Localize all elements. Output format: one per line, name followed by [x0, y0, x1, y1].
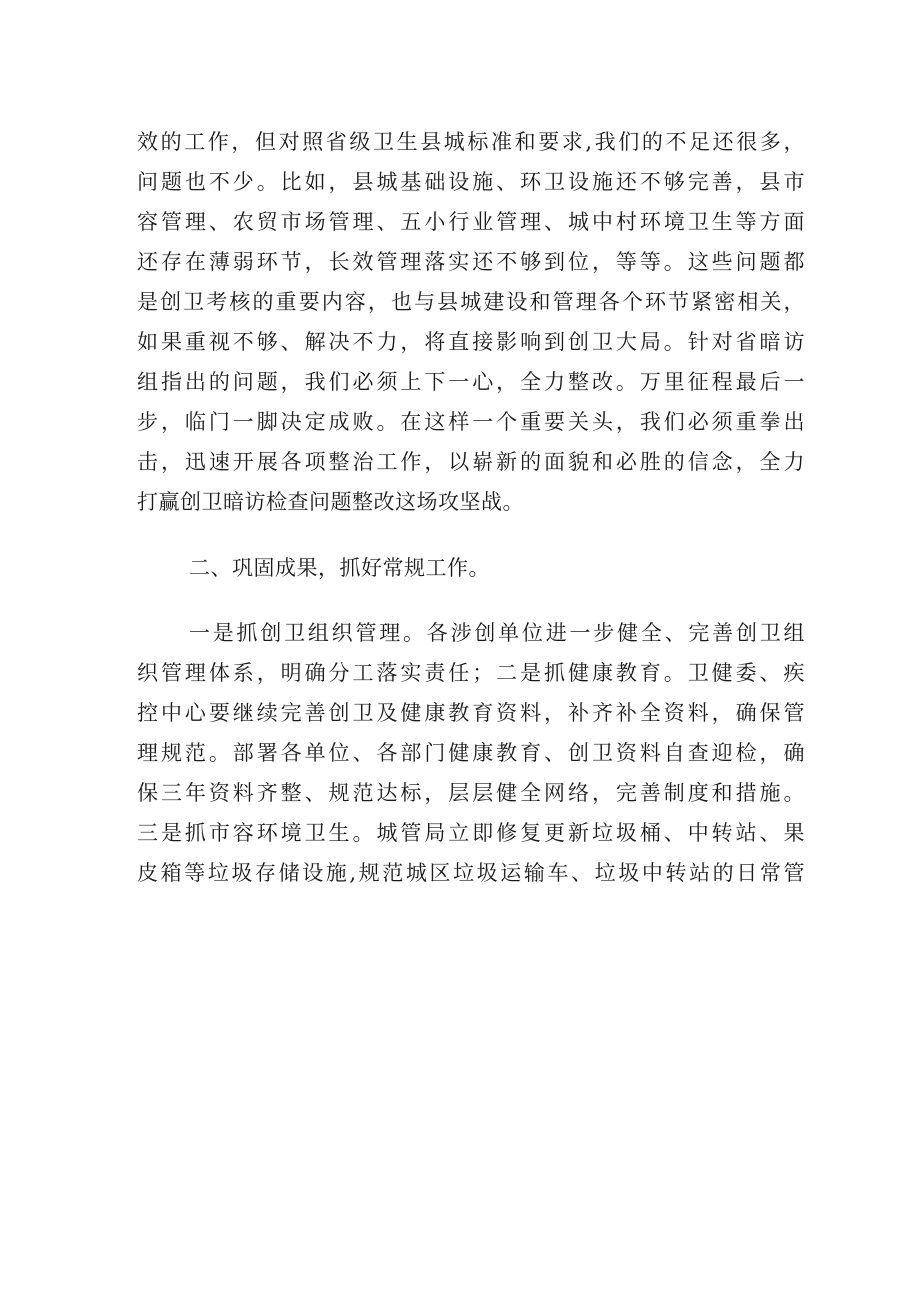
text-line: 容管理、农贸市场管理、五小行业管理、城中村环境卫生等方面	[137, 210, 805, 234]
text-line: 组指出的问题，我们必须上下一心，全力整改。万里征程最后一	[137, 370, 805, 394]
text-line: 打赢创卫暗访检查问题整改这场攻坚战。	[137, 490, 524, 514]
text-line: 如果重视不够、解决不力，将直接影响到创卫大局。针对省暗访	[137, 330, 805, 354]
heading-text: 二、巩固成果，抓好常规工作。	[189, 556, 490, 580]
text-line: 三是抓市容环境卫生。城管局立即修复更新垃圾桶、中转站、果	[137, 821, 805, 845]
document-page	[137, 122, 805, 893]
text-line: 还存在薄弱环节，长效管理落实还不够到位，等等。这些问题都	[137, 250, 805, 274]
text-line: 保三年资料齐整、规范达标，层层健全网络，完善制度和措施。	[137, 781, 805, 805]
text-line: 一是抓创卫组织管理。各涉创单位进一步健全、完善创卫组	[189, 621, 805, 645]
text-line: 击，迅速开展各项整治工作，以崭新的面貌和必胜的信念，全力	[137, 450, 805, 474]
text-line: 理规范。部署各单位、各部门健康教育、创卫资料自查迎检，确	[137, 741, 805, 765]
paragraph-1	[137, 122, 805, 522]
paragraph-spacer	[137, 588, 805, 613]
paragraph-2	[137, 613, 805, 893]
text-line: 皮箱等垃圾存储设施,规范城区垃圾运输车、垃圾中转站的日常管	[137, 861, 805, 885]
text-line: 效的工作，但对照省级卫生县城标准和要求,我们的不足还很多，	[137, 130, 805, 154]
paragraph-spacer	[137, 522, 805, 548]
text-line: 是创卫考核的重要内容，也与县城建设和管理各个环节紧密相关，	[137, 290, 805, 314]
text-line: 问题也不少。比如，县城基础设施、环卫设施还不够完善，县市	[137, 170, 805, 194]
text-line: 织管理体系，明确分工落实责任；二是抓健康教育。卫健委、疾	[137, 661, 805, 685]
text-line: 步，临门一脚决定成败。在这样一个重要关头，我们必须重拳出	[137, 410, 805, 434]
text-line: 控中心要继续完善创卫及健康教育资料，补齐补全资料，确保管	[137, 701, 805, 725]
section-heading	[137, 548, 805, 588]
